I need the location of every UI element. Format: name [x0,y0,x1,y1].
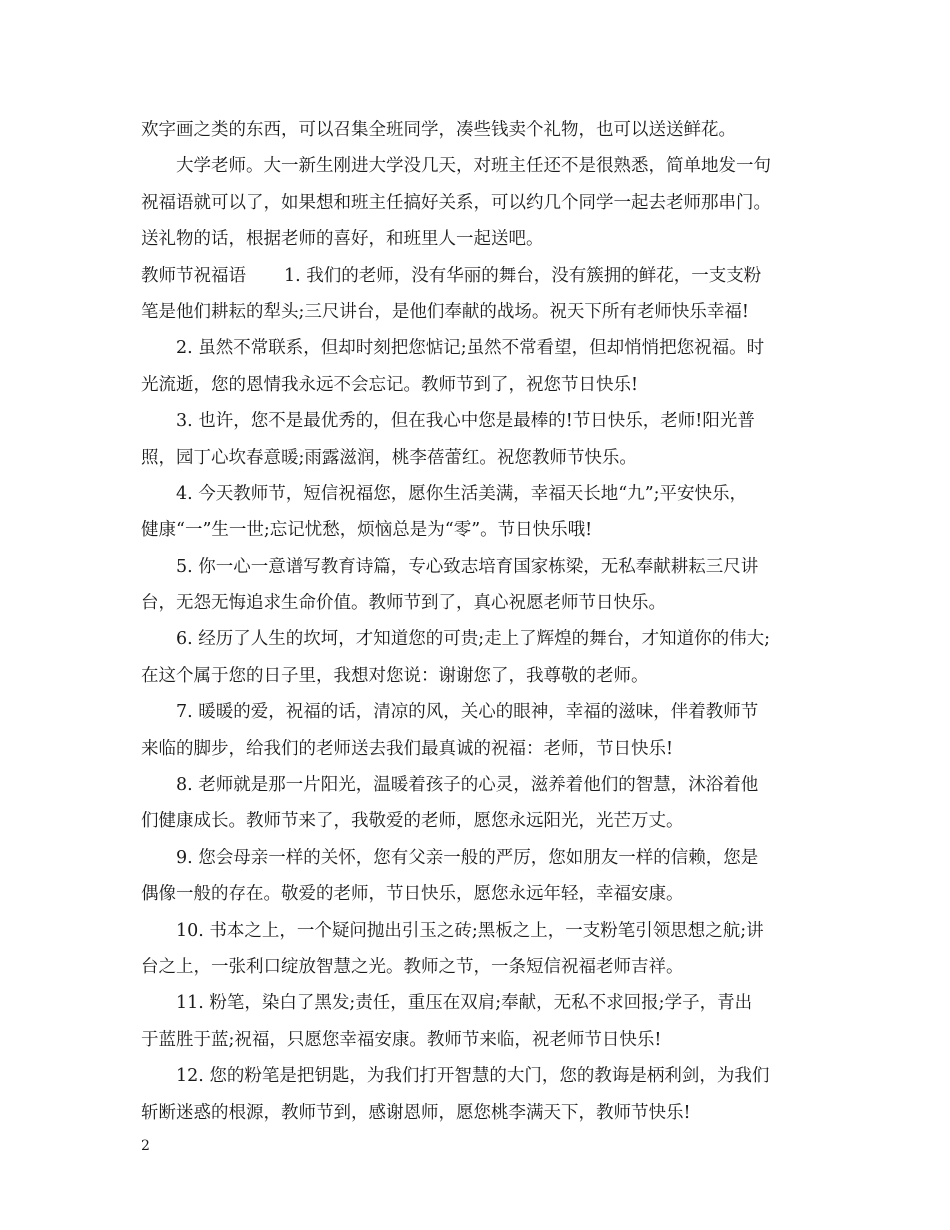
item-1-text-1: 1. 我们的老师，没有华丽的舞台，没有簇拥的鲜花，一支支粉 [284,265,762,286]
item-8-line-2: 们健康成长。教师节来了，我敬爱的老师，愿您永远阳光，光芒万丈。 [141,811,684,832]
item-7-line-2: 来临的脚步，给我们的老师送去我们最真诚的祝福：老师，节日快乐! [141,738,674,759]
item-4-line-1: 4. 今天教师节，短信祝福您，愿你生活美满，幸福天长地“九”;平安快乐， [176,483,748,504]
body-text [141,112,821,1131]
item-8-line-1: 8. 老师就是那一片阳光，温暖着孩子的心灵，滋养着他们的智慧，沐浴着他 [176,775,759,796]
item-12-line-1: 12. 您的粉笔是把钥匙，为我们打开智慧的大门，您的教诲是柄利剑，为我们 [176,1066,770,1087]
intro-line-1: 欢字画之类的东西，可以召集全班同学，凑些钱卖个礼物，也可以送送鲜花。 [141,120,736,140]
item-10-line-1: 10. 书本之上，一个疑问抛出引玉之砖;黑板之上，一支粉笔引领思想之航;讲 [176,920,764,941]
intro-line-3: 祝福语就可以了，如果想和班主任搞好关系，可以约几个同学一起去老师那串门。 [141,192,771,213]
item-11-line-2: 于蓝胜于蓝;祝福，只愿您幸福安康。教师节来临，祝老师节日快乐! [141,1029,662,1050]
item-9-line-1: 9. 您会母亲一样的关怀，您有父亲一般的严厉，您如朋友一样的信赖，您是 [176,847,759,868]
page-number: 2 [141,1138,150,1154]
item-2-line-1: 2. 虽然不常联系，但却时刻把您惦记;虽然不常看望，但却悄悄把您祝福。时 [176,338,765,359]
item-4-line-2: 健康“一”生一世;忘记忧愁，烦恼总是为“零”。节日快乐哦! [141,520,593,541]
item-3-line-1: 3. 也许，您不是最优秀的，但在我心中您是最棒的!节日快乐，老师!阳光普 [176,411,755,432]
item-6-line-2: 在这个属于您的日子里，我想对您说：谢谢您了，我尊敬的老师。 [141,665,649,686]
item-3-line-2: 照，园丁心坎春意暖;雨露滋润，桃李蓓蕾红。祝您教师节快乐。 [141,447,637,468]
item-2-line-2: 光流逝，您的恩情我永远不会忘记。教师节到了，祝您节日快乐! [141,374,639,395]
item-11-line-1: 11. 粉笔，染白了黑发;责任，重压在双肩;奉献，无私不求回报;学子，青出 [176,993,753,1014]
section-heading: 教师节祝福语 [141,265,246,286]
item-12-line-2: 斩断迷惑的根源，教师节到，感谢恩师，愿您桃李满天下，教师节快乐! [141,1102,691,1123]
item-6-line-1: 6. 经历了人生的坎坷，才知道您的可贵;走上了辉煌的舞台，才知道你的伟大; [176,629,771,650]
item-1-line-2: 笔是他们耕耘的犁头;三尺讲台，是他们奉献的战场。祝天下所有老师快乐幸福! [141,301,749,322]
item-1-line-1 [141,258,821,294]
item-5-line-2: 台，无怨无悔追求生命价值。教师节到了，真心祝愿老师节日快乐。 [141,593,666,614]
item-10-line-2: 台之上，一张利口绽放智慧之光。教师之节，一条短信祝福老师吉祥。 [141,956,684,977]
intro-line-2: 大学老师。大一新生刚进大学没几天，对班主任还不是很熟悉，简单地发一句 [176,156,771,177]
item-5-line-1: 5. 你一心一意谱写教育诗篇，专心致志培育国家栋梁，无私奉献耕耘三尺讲 [176,556,759,577]
item-9-line-2: 偶像一般的存在。敬爱的老师，节日快乐，愿您永远年轻，幸福安康。 [141,884,684,905]
intro-line-4: 送礼物的话，根据老师的喜好，和班里人一起送吧。 [141,229,544,250]
item-7-line-1: 7. 暖暖的爱，祝福的话，清凉的风，关心的眼神，幸福的滋味，伴着教师节 [176,702,759,723]
